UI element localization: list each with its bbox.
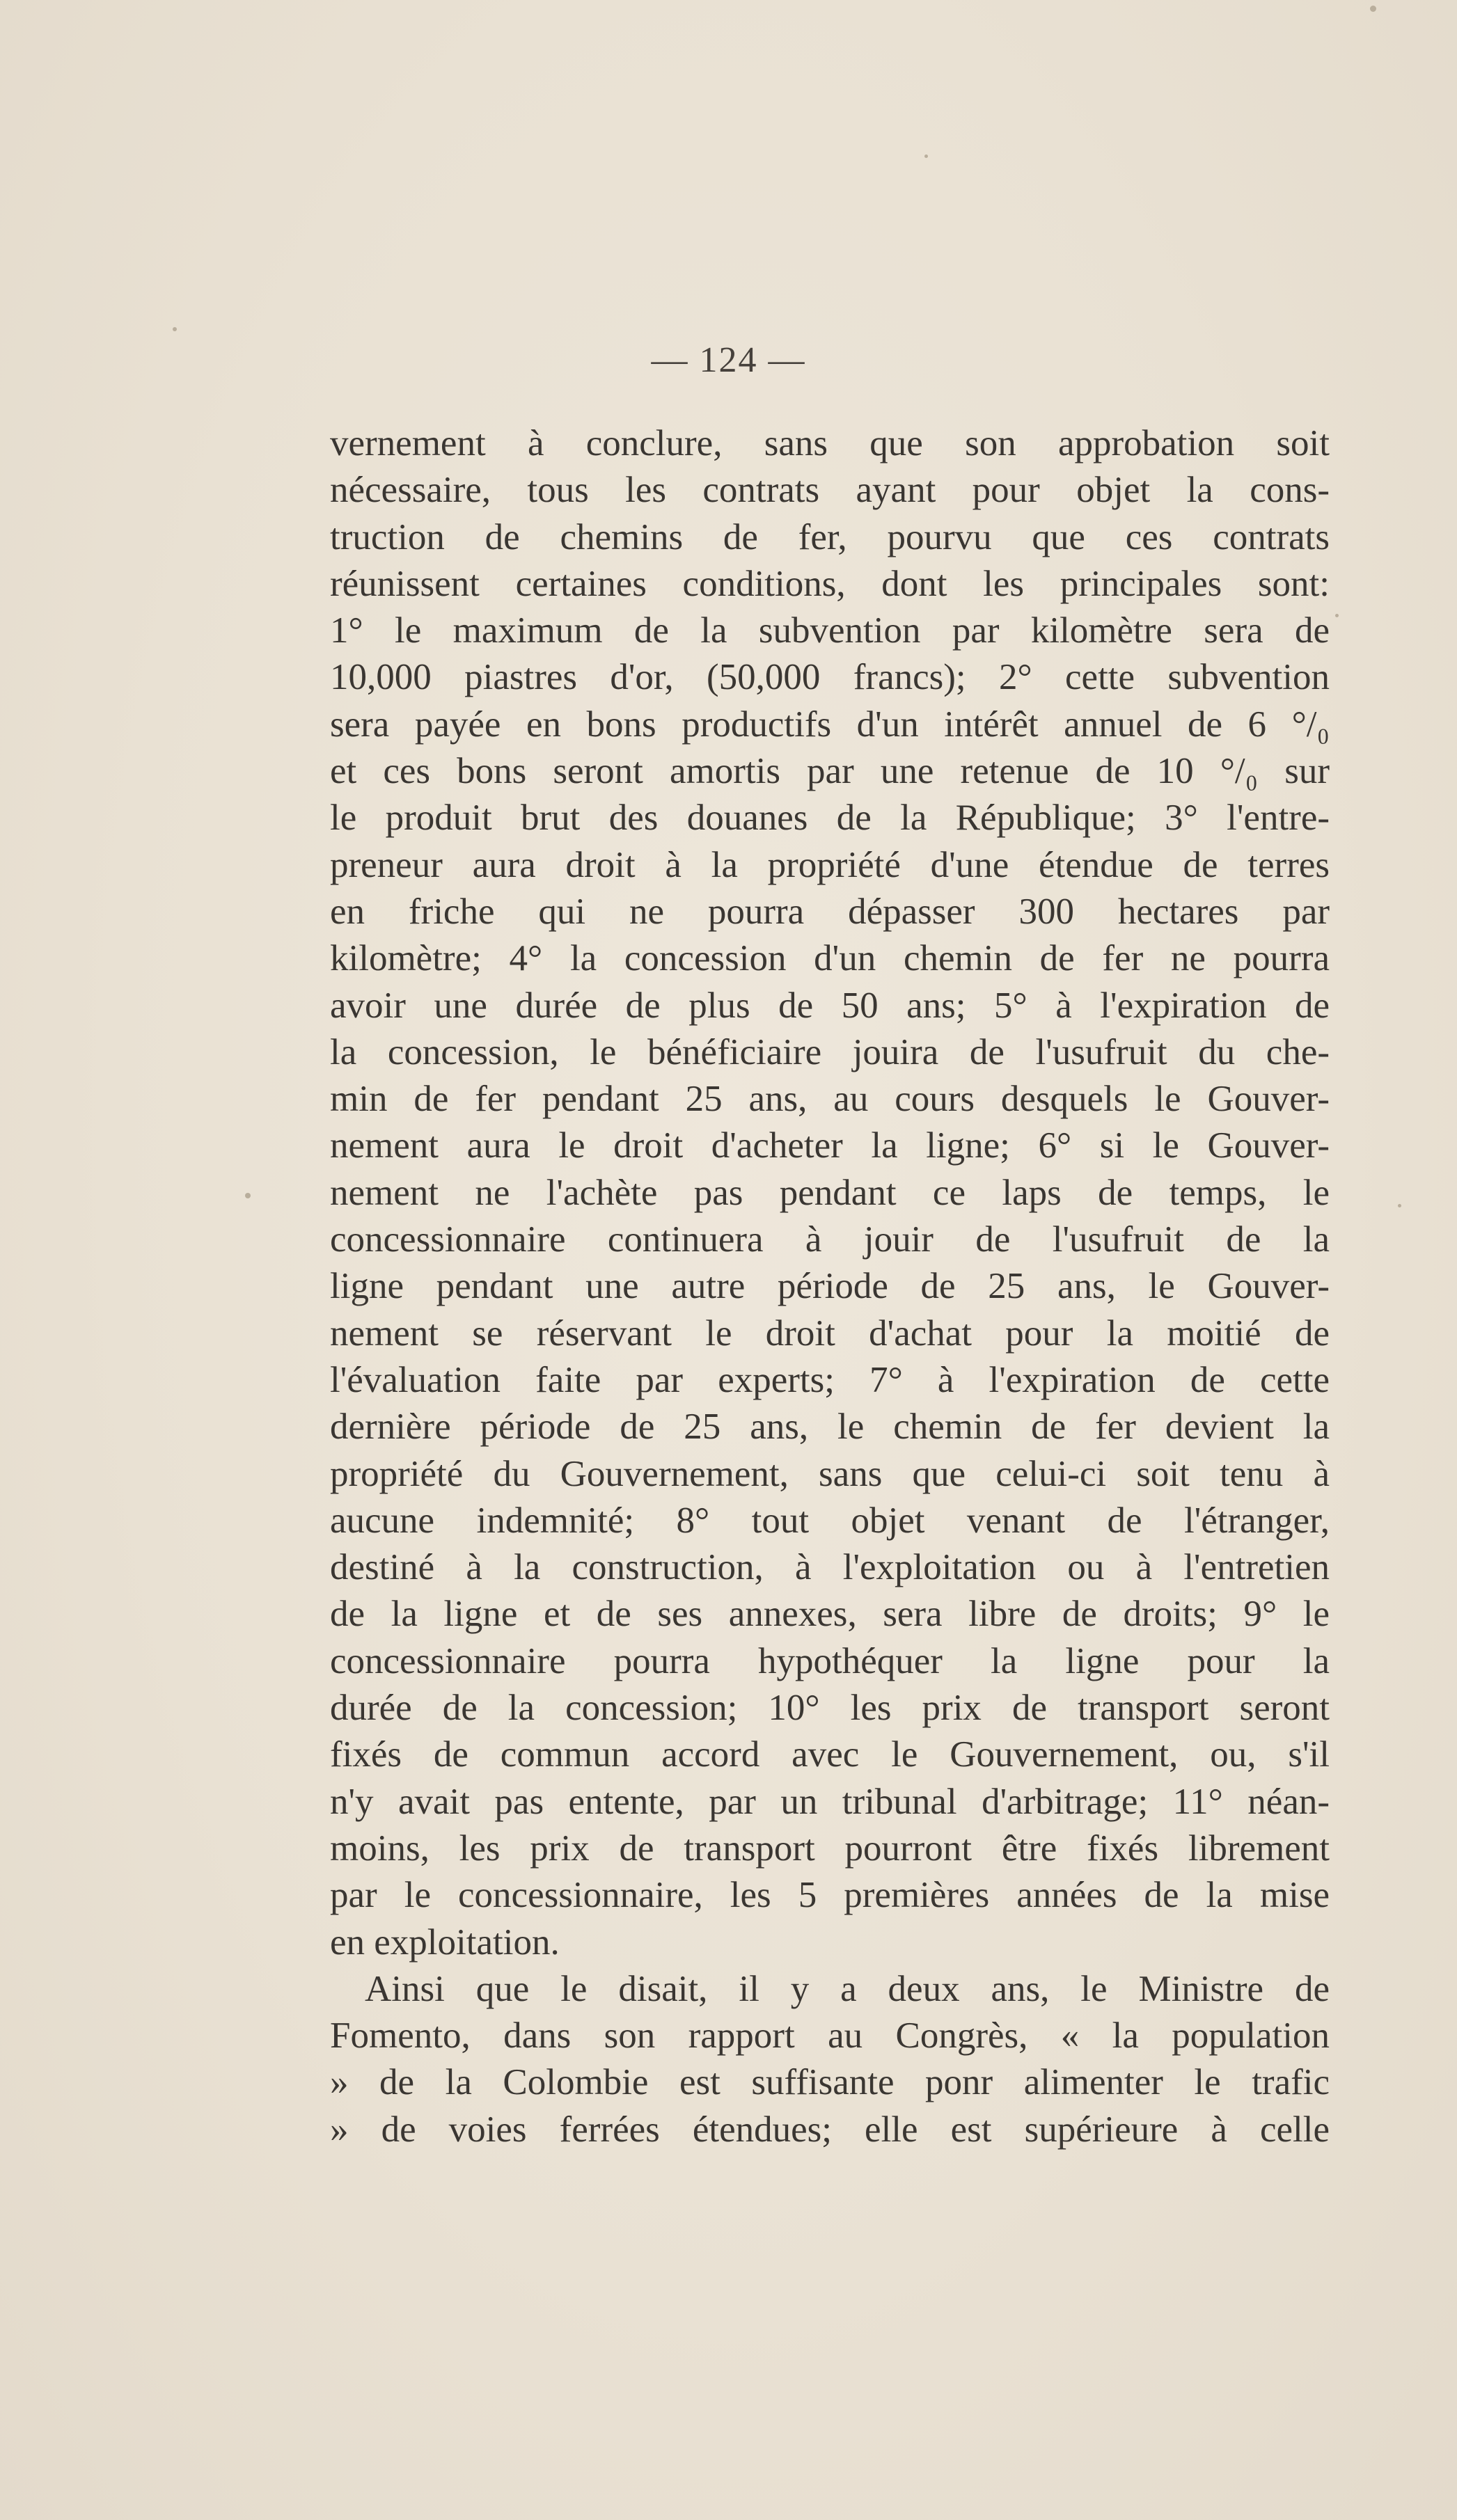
text-line: la concession, le bénéficiaire jouira de l'usufruit du che-: [330, 1031, 1330, 1072]
paper-speck: [1335, 614, 1339, 617]
paragraph-start-line: Ainsi que le disait, il y a deux ans, le Ministre de: [365, 1968, 1330, 2009]
text-line: sera payée en bons productifs d'un intérêt annuel de 6 °/₀: [330, 704, 1330, 745]
text-line: kilomètre; 4° la concession d'un chemin de fer ne pourra: [330, 938, 1330, 979]
text-line: le produit brut des douanes de la République; 3° l'entre-: [330, 798, 1330, 839]
text-line: nement se réservant le droit d'achat pour la moitié de: [330, 1313, 1330, 1354]
body-text: [330, 420, 1330, 2153]
paper-speck: [173, 327, 177, 331]
text-line: réunissent certaines conditions, dont les principales sont:: [330, 563, 1330, 604]
text-line: de la ligne et de ses annexes, sera libre de droits; 9° le: [330, 1594, 1330, 1635]
text-line: » de la Colombie est suffisante ponr alimenter le trafic: [330, 2062, 1330, 2103]
text-line: dernière période de 25 ans, le chemin de fer devient la: [330, 1406, 1330, 1448]
text-line: truction de chemins de fer, pourvu que ces contrats: [330, 516, 1330, 557]
text-line: et ces bons seront amortis par une retenue de 10 °/₀ sur: [330, 751, 1330, 792]
text-line: fixés de commun accord avec le Gouvernement, ou, s'il: [330, 1734, 1330, 1775]
text-line: aucune indemnité; 8° tout objet venant de l'étranger,: [330, 1500, 1330, 1541]
text-line: vernement à conclure, sans que son approbation soit: [330, 423, 1330, 463]
paper-speck: [1398, 1204, 1401, 1207]
paper-speck: [924, 154, 928, 158]
text-line: concessionnaire pourra hypothéquer la ligne pour la: [330, 1640, 1330, 1681]
text-line: » de voies ferrées étendues; elle est supérieure à celle: [330, 2109, 1330, 2150]
text-line: par le concessionnaire, les 5 premières années de la mise: [330, 1875, 1330, 1916]
paper-speck: [1370, 6, 1376, 12]
text-line: durée de la concession; 10° les prix de transport seront: [330, 1688, 1330, 1729]
text-line: min de fer pendant 25 ans, au cours desquels le Gouver-: [330, 1079, 1330, 1120]
text-line: Fomento, dans son rapport au Congrès, « la population: [330, 2015, 1330, 2057]
text-line: destiné à la construction, à l'exploitation ou à l'entretien: [330, 1547, 1330, 1588]
paragraph-end-line: en exploitation.: [330, 1921, 560, 1963]
text-line: propriété du Gouvernement, sans que celui-ci soit tenu à: [330, 1453, 1330, 1494]
text-line: n'y avait pas entente, par un tribunal d'arbitrage; 11° néan-: [330, 1781, 1330, 1822]
text-line: nécessaire, tous les contrats ayant pour objet la cons-: [330, 470, 1330, 511]
text-line: avoir une durée de plus de 50 ans; 5° à l'expiration de: [330, 985, 1330, 1026]
text-line: en friche qui ne pourra dépasser 300 hectares par: [330, 891, 1330, 932]
text-line: nement aura le droit d'acheter la ligne; 6° si le Gouver-: [330, 1125, 1330, 1166]
text-line: preneur aura droit à la propriété d'une étendue de terres: [330, 844, 1330, 885]
text-line: ligne pendant une autre période de 25 ans, le Gouver-: [330, 1266, 1330, 1307]
paper-speck: [245, 1193, 251, 1198]
text-line: 10,000 piastres d'or, (50,000 francs); 2° cette subvention: [330, 657, 1330, 698]
text-line: 1° le maximum de la subvention par kilomètre sera de: [330, 610, 1330, 651]
page-number: — 124 —: [651, 340, 806, 380]
text-line: moins, les prix de transport pourront être fixés librement: [330, 1828, 1330, 1869]
text-line: nement ne l'achète pas pendant ce laps de temps, le: [330, 1172, 1330, 1213]
text-line: l'évaluation faite par experts; 7° à l'expiration de cette: [330, 1359, 1330, 1400]
text-line: concessionnaire continuera à jouir de l'usufruit de la: [330, 1219, 1330, 1260]
